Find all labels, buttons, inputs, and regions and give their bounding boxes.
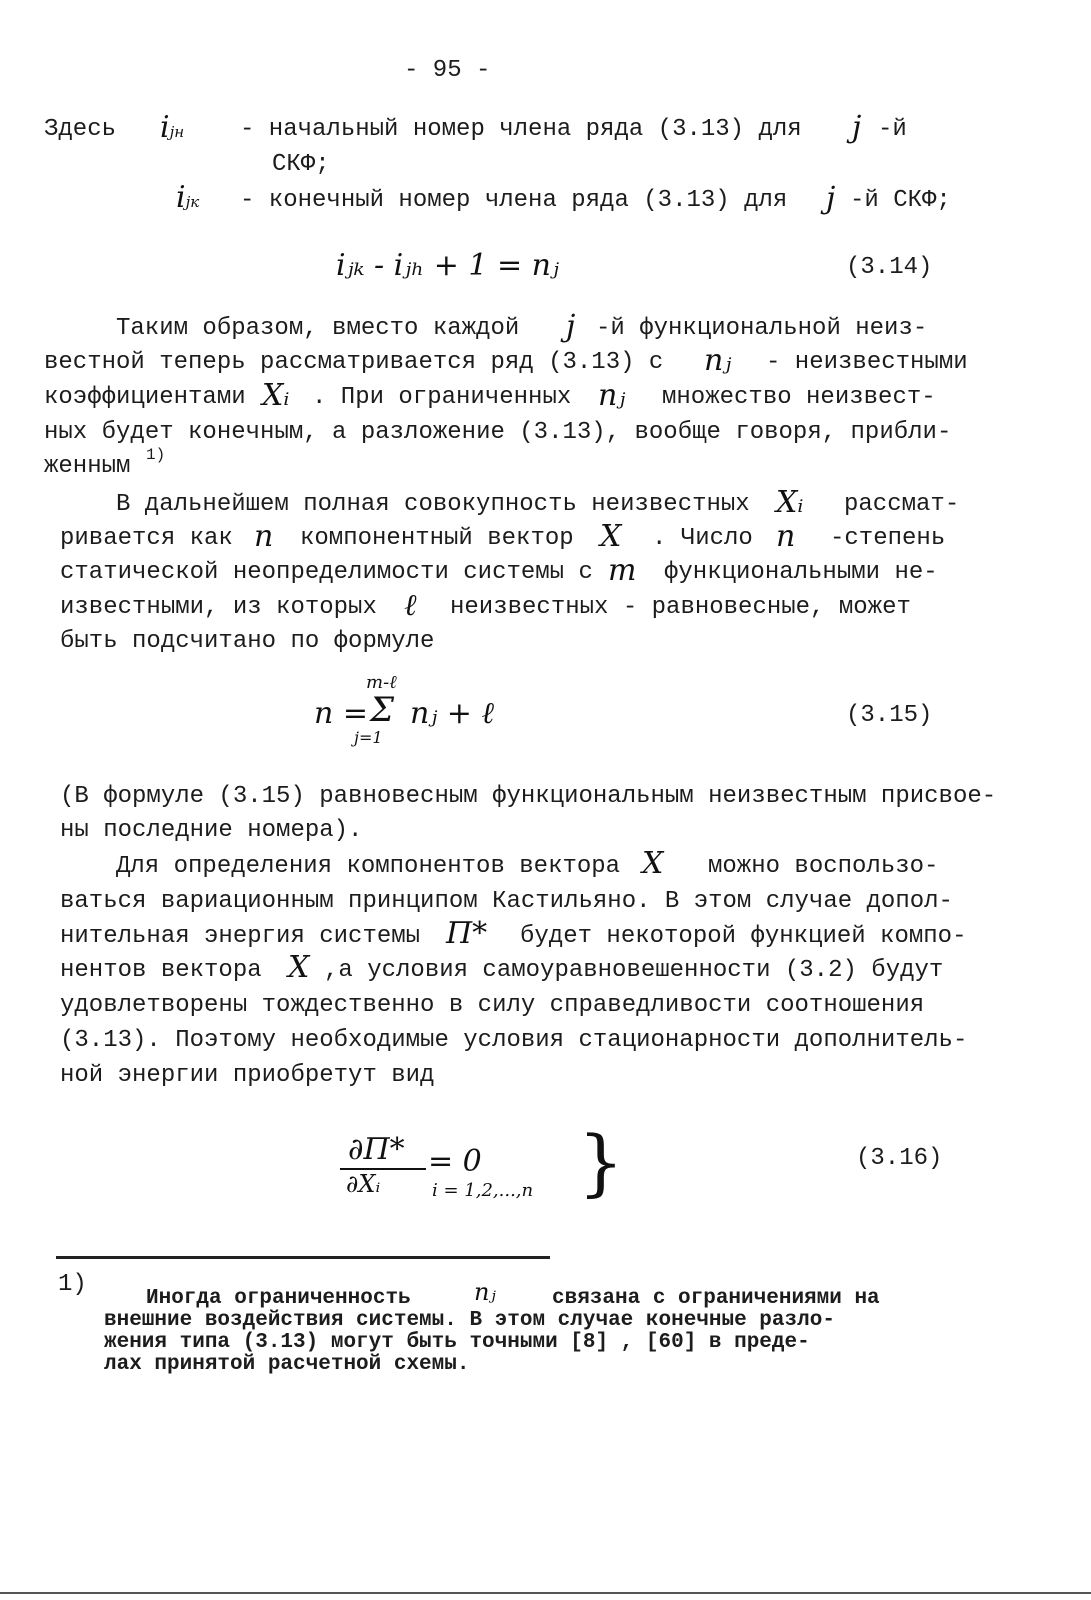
symbol-n: n [776,519,796,554]
page-number: - 95 - [404,57,491,84]
para4-line3b: будет некоторой функцией компо- [520,923,967,950]
para4-line2: ваться вариационным принципом Кастильяно. В этом случае допол- [60,888,953,915]
para2-line2a: ривается как [60,525,233,552]
para4-line3a: нительная энергия системы [60,923,421,950]
equation-3-16-range: i = 1,2,...,n [432,1180,534,1201]
symbol-xi: Xᵢ [776,485,804,520]
para2-line1a: В дальнейшем полная совокупность неизвестных [116,491,750,518]
definition-ijn: - начальный номер члена ряда (3.13) для [240,116,802,143]
symbol-nj: nⱼ [474,1278,496,1306]
symbol-X: X [600,519,622,554]
para3-line2: ны последние номера). [60,817,363,844]
equation-3-15-lhs: n = [314,696,368,731]
equation-3-15-sum-top: m-ℓ [366,672,397,693]
para4-line1b: можно воспользо- [708,853,939,880]
para4-line1a: Для определения компонентов вектора [116,853,621,880]
para2-line3b: функциональными не- [664,559,938,586]
equation-number-3-15: (3.15) [846,702,933,729]
equation-number-3-16: (3.16) [856,1145,943,1172]
equation-number-3-14: (3.14) [846,254,933,281]
para2-line2b: компонентный вектор [300,525,574,552]
para1-line5: женным [44,453,131,480]
zdes-word: Здесь [44,116,117,143]
para2-line4b: неизвестных - равновесные, может [450,594,911,621]
para1-line3c: множество неизвест- [662,384,936,411]
para1-line1a: Таким образом, вместо каждой [116,315,520,342]
para4-line4a: нентов вектора [60,957,262,984]
para4-line6: (3.13). Поэтому необходимые условия стационарности дополнитель- [60,1027,968,1054]
symbol-l: ℓ [404,588,417,623]
para4-line5: удовлетворены тождественно в силу справедливости соотношения [60,992,925,1019]
para1-line2a: вестной теперь рассматривается ряд (3.13) с [44,349,664,376]
symbol-j: j [852,110,862,145]
footnote-ref: 1) [146,446,166,464]
equation-3-15-rhs: nⱼ + ℓ [410,696,494,731]
footnote-line2: внешние воздействия системы. В этом случае конечные разло- [104,1309,835,1332]
footnote-rule [56,1256,550,1259]
para1-line2b: - неизвестными [766,349,968,376]
footnote-mark: 1) [58,1271,87,1298]
para2-line2c: . Число [652,525,753,552]
symbol-ijn: ijн [160,110,185,145]
definition-ijk: - конечный номер члена ряда (3.13) для [240,187,788,214]
symbol-ijk: ijк [176,180,200,215]
para2-line1b: рассмат- [844,491,960,518]
symbol-X: X [288,950,310,985]
equation-3-16-rhs: = 0 [428,1144,482,1179]
para2-line3a: статической неопределимости системы с [60,559,593,586]
definition-ijn-skf: СКФ; [272,151,330,178]
symbol-nj: nⱼ [704,343,732,378]
equation-3-14: iⱼₖ - iⱼₕ + 1 = nⱼ [336,248,559,283]
footnote-line1b: связана с ограничениями на [552,1287,880,1310]
para4-line7: ной энергии приобретут вид [60,1062,435,1089]
footnote-line1a: Иногда ограниченность [146,1287,411,1310]
para2-line5: быть подсчитано по формуле [60,628,435,655]
para1-line3a: коэффициентами [44,384,246,411]
para2-line2d: -степень [830,525,946,552]
definition-ijn-suffix: -й [878,116,907,143]
equation-3-16-brace: } [578,1120,624,1204]
definition-ijk-suffix: -й СКФ; [850,187,951,214]
equation-3-16-denominator: ∂Xᵢ [346,1170,381,1198]
symbol-j: j [566,309,576,344]
footnote-line3: жения типа (3.13) могут быть точными [8] , [60] в преде- [104,1331,810,1354]
symbol-X: X [642,846,664,881]
para3-line1: (В формуле (3.15) равновесным функциональным неизвестным присвое- [60,783,997,810]
symbol-nj: nⱼ [598,378,626,413]
symbol-m: m [608,553,637,588]
symbol-n: n [254,519,274,554]
symbol-j: j [826,181,836,216]
para1-line4: ных будет конечным, а разложение (3.13), вообще говоря, прибли- [44,419,952,446]
symbol-xi: Xᵢ [262,378,290,413]
para4-line4b: ,а условия самоуравновешенности (3.2) будут [324,957,944,984]
para1-line1b: -й функциональной неиз- [596,315,928,342]
equation-3-15-sum-sign: Σ [370,690,395,730]
footnote-line4: лах принятой расчетной схемы. [104,1353,470,1376]
equation-3-16-numerator: ∂Π* [348,1132,405,1167]
para1-line3b: . При ограниченных [312,384,572,411]
page-bottom-edge [0,1592,1091,1594]
symbol-pi: Π* [446,916,488,951]
equation-3-15-sum-bottom: j=1 [354,728,383,747]
para2-line4a: известными, из которых [60,594,377,621]
